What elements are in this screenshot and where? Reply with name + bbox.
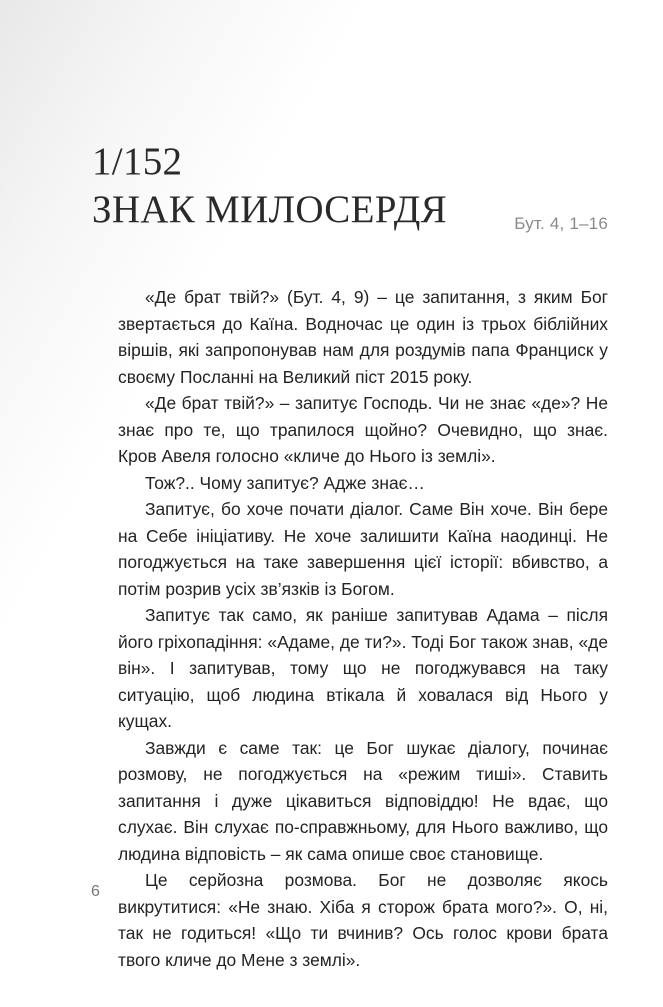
paragraph: Запитує, бо хоче почати діалог. Саме Він хоче. Він бере на Себе ініціативу. Не хоче залишити Каїна наодинці. Не погоджується на таке завершення цієї історії: вбивство, а потім розрив усіх зв’язків із Богом. [118,499,608,599]
page-number: 6 [91,883,100,900]
chapter-number: 1/152 [92,140,183,184]
paragraph: Тож?.. Чому запитує? Адже знає… [145,472,425,493]
paragraph: Запитує так само, як раніше запитував Адама – після його гріхопадіння: «Адаме, де ти?». Тоді Бог також знав, «де він». І запитував, тому що не погоджувався на таку ситуацію, щоб людина втікала й ховалася від Нього у кущах. [118,605,608,731]
paragraph: «Де брат твій?» – запитує Господь. Чи не знає «де»? Не знає про те, що трапилося щойно? Очевидно, що знає. Кров Авеля голосно «кличе до Нього із землі». [118,393,608,466]
bible-reference: Бут. 4, 1–16 [514,214,608,233]
body-text [118,284,608,973]
paragraph: Це серйозна розмова. Бог не дозволяє якось викрутитися: «Не знаю. Хіба я сторож брата мого?». О, ні, так не годиться! «Що ти вчинив? Ось голос крови брата твого кличе до Мене з землі». [118,870,608,970]
chapter-title: ЗНАК МИЛОСЕРДЯ [92,188,447,232]
paragraph: «Де брат твій?» (Бут. 4, 9) – це запитання, з яким Бог звертається до Каїна. Водночас це один із трьох біблійних віршів, які запропонував нам для роздумів папа Франциск у своєму Посланні на Великий піст 2015 року. [118,287,608,387]
paragraph: Завжди є саме так: це Бог шукає діалогу, починає розмову, не погоджується на «режим тиші». Ставить запитання і дуже цікавиться відповіддю! Не вдає, що слухає. Він слухає по-справжньому, для Нього важливо, що людина відповість – як сама опише своє становище. [118,737,608,864]
